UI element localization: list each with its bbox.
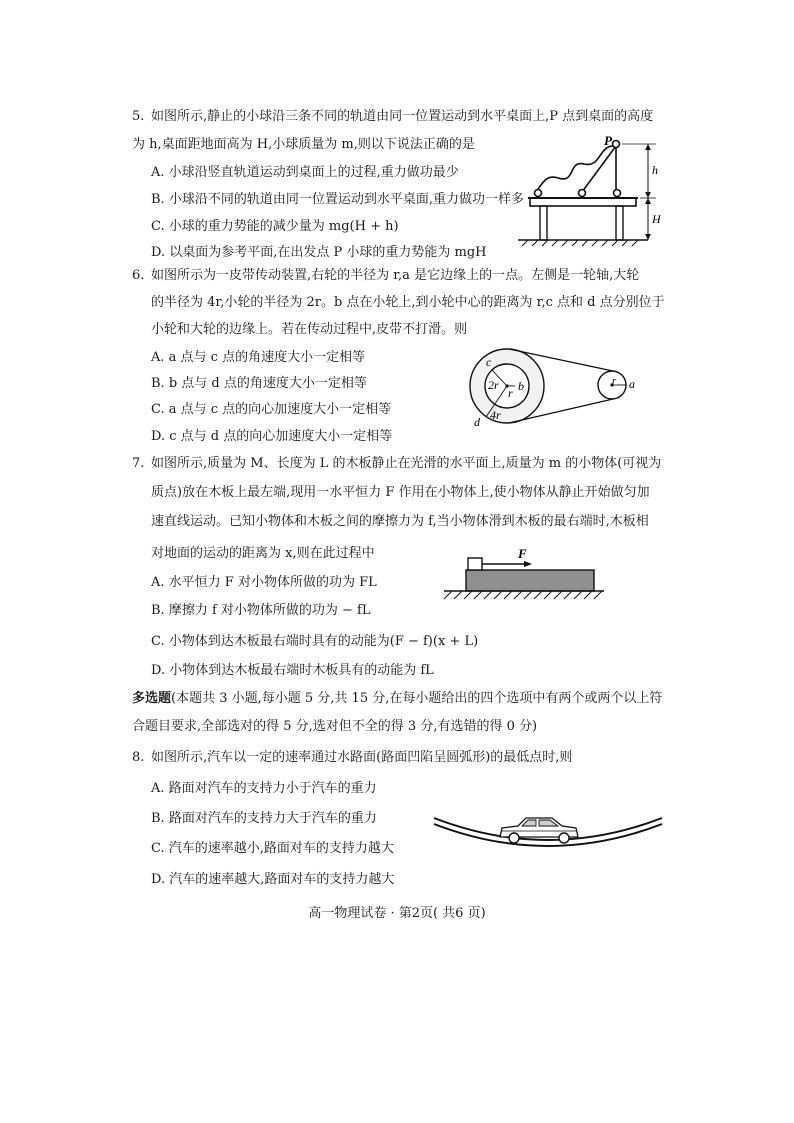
track-table-figure — [518, 134, 664, 252]
option-d: D. 以桌面为参考平面,在出发点 P 小球的重力势能为 mgH — [151, 245, 487, 260]
option-c: C. a 点与 c 点的向心加速度大小一定相等 — [151, 402, 392, 417]
question-number: 8. — [132, 750, 145, 765]
label-F: F — [518, 546, 527, 561]
label-H: H — [652, 212, 661, 226]
option-c: C. 小物体到达木板最右端时具有的动能为(F − f)(x + L) — [151, 634, 479, 649]
option-c: C. 小球的重力势能的减少量为 mg(H + h) — [151, 219, 399, 234]
option-b: B. b 点与 d 点的角速度大小一定相等 — [151, 376, 367, 391]
question-stem-line: 如图所示,静止的小球沿三条不同的轨道由同一位置运动到水平桌面上,P 点到桌面的高度 — [151, 109, 654, 124]
label-b: b — [518, 379, 524, 393]
page-footer: 高一物理试卷 · 第2页( 共6 页) — [308, 906, 486, 921]
label-h: h — [652, 163, 658, 177]
label-a: a — [629, 377, 635, 391]
section-description-line: 合题目要求,全部选对的得 5 分,选对但不全的得 3 分,有选错的得 0 分) — [132, 719, 538, 734]
option-d: D. 小物体到达木板最右端时木板具有的动能为 fL — [151, 663, 434, 678]
label-2r: 2r — [488, 378, 499, 392]
option-a: A. 小球沿竖直轨道运动到桌面上的过程,重力做功最少 — [151, 165, 459, 180]
option-a: A. a 点与 c 点的角速度大小一定相等 — [151, 350, 366, 365]
question-stem-line: 如图所示,汽车以一定的速率通过水路面(路面凹陷呈圆弧形)的最低点时,则 — [151, 750, 573, 765]
option-d: D. c 点与 d 点的向心加速度大小一定相等 — [151, 429, 393, 444]
question-number: 7. — [132, 456, 145, 471]
label-r-right: r — [612, 375, 617, 387]
question-stem-line: 小轮和大轮的边缘上。若在传动过程中,皮带不打滑。则 — [151, 322, 468, 337]
section-title: 多选题 — [132, 691, 172, 706]
question-stem-line: 如图所示,质量为 M、长度为 L 的木板静止在光滑的水平面上,质量为 m 的小物体(可视为 — [151, 456, 662, 471]
label-d: d — [474, 415, 480, 429]
question-number: 5. — [132, 109, 145, 124]
question-number: 6. — [132, 268, 145, 283]
block-board-figure — [438, 546, 608, 608]
option-b: B. 路面对汽车的支持力大于汽车的重力 — [151, 811, 377, 826]
label-c: c — [486, 355, 492, 369]
label-4r: 4r — [490, 408, 501, 422]
question-stem-line: 为 h,桌面距地面高为 H,小球质量为 m,则以下说法正确的是 — [132, 137, 475, 152]
question-stem-line: 如图所示为一皮带传动装置,右轮的半径为 r,a 是它边缘上的一点。左侧是一轮轴,大轮 — [151, 268, 640, 283]
question-stem-line: 质点)放在木板上最左端,现用一水平恒力 F 作用在小物体上,使小物体从静止开始做匀加 — [151, 485, 650, 500]
option-b: B. 摩擦力 f 对小物体所做的功为 − fL — [151, 603, 371, 618]
question-stem-line: 的半径为 4r,小轮的半径为 2r。b 点在小轮上,到小轮中心的距离为 r,c 点和 d 点分别位于 — [151, 295, 665, 310]
question-stem-line: 对地面的运动的距离为 x,则在此过程中 — [151, 546, 375, 561]
option-a: A. 路面对汽车的支持力小于汽车的重力 — [151, 781, 377, 796]
label-p: P — [604, 134, 612, 148]
section-description: (本题共 3 小题,每小题 5 分,共 15 分,在每小题给出的四个选项中有两个或两个以上符 — [171, 691, 663, 706]
car-road-figure — [430, 806, 666, 862]
label-r: r — [508, 386, 513, 400]
question-stem-line: 速直线运动。已知小物体和木板之间的摩擦力为 f,当小物体滑到木板的最右端时,木板相 — [151, 514, 649, 529]
option-c: C. 汽车的速率越小,路面对车的支持力越大 — [151, 841, 394, 856]
option-b: B. 小球沿不同的轨道由同一位置运动到水平桌面,重力做功一样多 — [151, 192, 524, 207]
belt-pulley-figure — [462, 344, 662, 436]
option-d: D. 汽车的速率越大,路面对车的支持力越大 — [151, 872, 395, 887]
option-a: A. 水平恒力 F 对小物体所做的功为 FL — [151, 575, 377, 590]
